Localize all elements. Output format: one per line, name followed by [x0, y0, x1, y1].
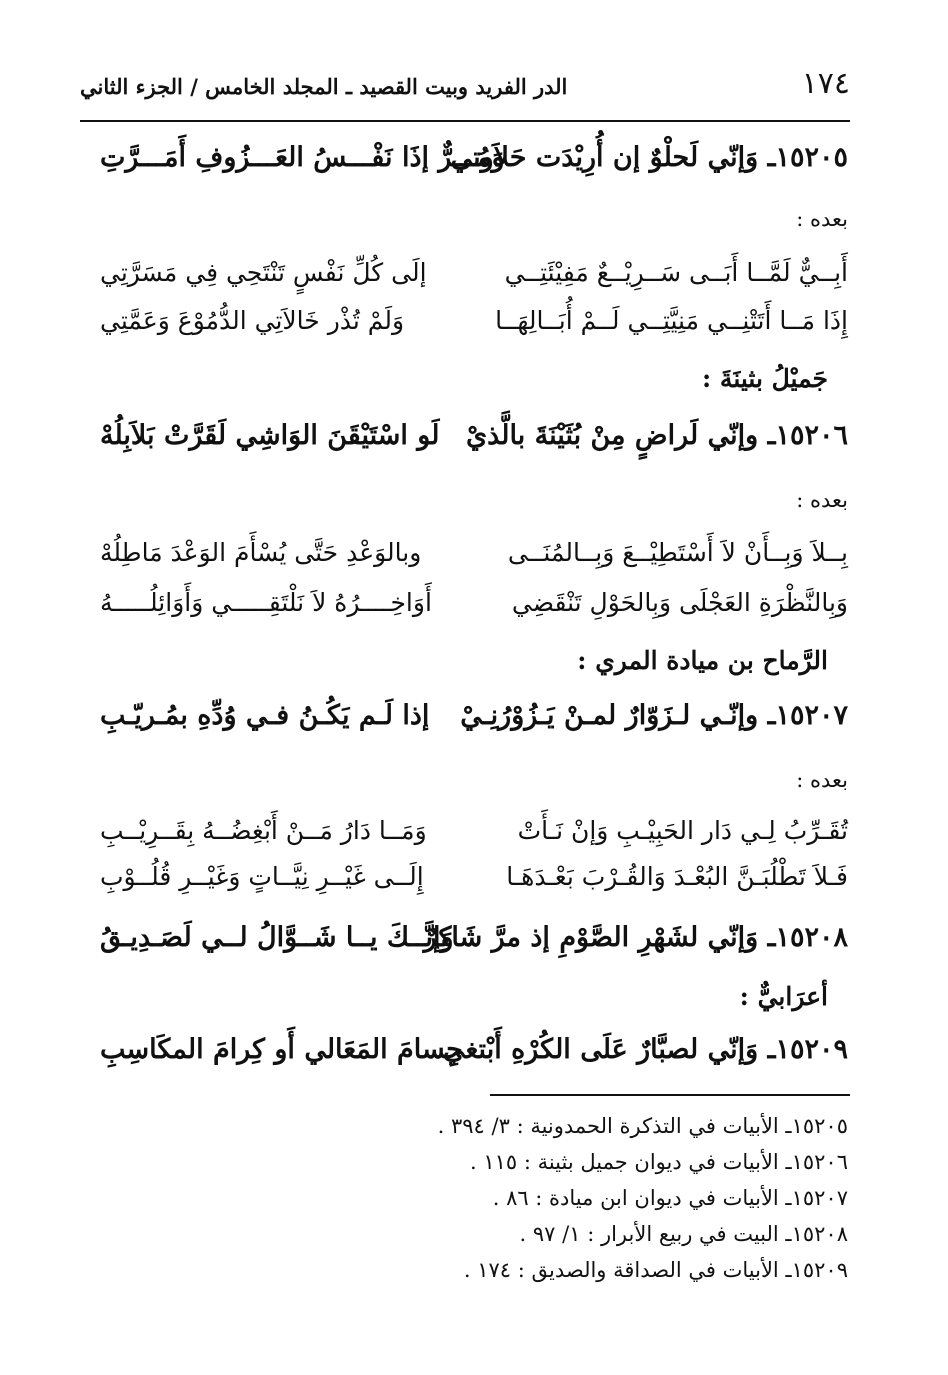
poet-name: الرَّماح بن ميادة المري : [577, 646, 828, 675]
verse-text: وَإنّي لشَهْرِ الصَّوْمِ إذ مرَّ شَاكِرٌ [423, 922, 759, 953]
verse-first-hemistich: بِــلاَ وَبِــأَنْ لاَ أَسْتَطِيْــعَ وَبِــالمُنَــى [507, 538, 848, 567]
verse-second-hemistich: إِلَــى غَيْــرِ نِيَّــاتٍ وَغَيْــرِ قُلُــوْبِ [100, 862, 424, 891]
page-number: ١٧٤ [801, 66, 850, 101]
after-line [100, 816, 848, 866]
header-divider [80, 120, 850, 122]
verse-first-hemistich: أَبِــيٌّ لَمَّــا أَبَــى سَــرِيْــعٌ مَفِيْئَتِــي [504, 258, 848, 287]
verse-first-hemistich: إِذَا مَــا أَتَتْنِــي مَنِيَّتِــي لَــمْ أُبَــالِهَــا [495, 306, 848, 335]
verse-text: وإنّي لَراضٍ مِنْ بُثَيْنَةَ بالَّذيْ [466, 420, 759, 451]
after-line [100, 862, 848, 912]
after-label: بعده : [796, 207, 848, 231]
verse-text: وَإنّي لصبَّارٌ عَلَى الكُرْهِ أَبْتغي [443, 1034, 759, 1065]
footnote: ١٥٢٠٧ـ الأبيات في ديوان ابن ميادة : ٨٦ . [492, 1186, 848, 1210]
verse-number: ١٥٢٠٨ـ [767, 922, 848, 953]
after-label: بعده : [796, 488, 848, 512]
footnote: ١٥٢٠٦ـ الأبيات في ديوان جميل بثينة : ١١٥ . [469, 1150, 848, 1174]
after-line [100, 588, 848, 638]
after-line [100, 538, 848, 588]
verse-second-hemistich: وَمَــا دَارُ مَــنْ أَبْغِضُــهُ بِقَــرِيْــبِ [100, 816, 427, 845]
verse-second-hemistich: وَلَمْ تُذْر خَالاَتِي الدُّمُوْعَ وَعَمَّتِي [100, 306, 405, 335]
running-head: الدر الفريد وبيت القصيد ـ المجلد الخامس / الجزء الثاني [80, 74, 568, 99]
after-label: بعده : [796, 768, 848, 792]
verse-second-hemistich: وبالوَعْدِ حَتَّى يُسْأَمَ الوَعْدَ مَاطِلُهْ [100, 538, 422, 567]
verse-text: وَإنّي لَحلْوٌ إن أُرِيْدَت حَلاَوتي [450, 142, 759, 173]
verse-first-hemistich [443, 1034, 848, 1065]
verse-first-hemistich [460, 700, 848, 731]
verse-number: ١٥٢٠٥ـ [767, 142, 848, 173]
verse-number: ١٥٢٠٦ـ [767, 420, 848, 451]
verse-text: وإنّـي لـزَوّارٌ لمـنْ يَـزُوْرُنِـيْ [460, 700, 759, 731]
verse-second-hemistich: إذا لَـم يَكُـنُ فـي وُدِّهِ بمُـريّـبِ [100, 700, 430, 731]
poet-name: أعرَابيٌّ : [739, 982, 828, 1011]
verse-second-hemistich: جِسامَ المَعَالي أَو كِرامَ المكَاسِبِ [100, 1034, 463, 1065]
verse-second-hemistich: وَمُـــرٌّ إذَا نَفْـــسُ العَـــزُوفِ أَمَـــرَّتِ [100, 142, 505, 173]
poet-name: جَميْلُ بثينَةَ : [701, 364, 828, 393]
verse-first-hemistich [466, 420, 848, 451]
verse-first-hemistich: وَبِالنَّظْرَةِ العَجْلَى وَبِالحَوْلِ تَنْقَضِي [511, 588, 848, 617]
verse-first-hemistich [424, 922, 848, 953]
verse-number: ١٥٢٠٧ـ [767, 700, 848, 731]
footnote-divider [490, 1094, 850, 1096]
after-line [100, 258, 848, 308]
verse-second-hemistich: أَوَاخِــــرُهُ لاَ نَلْتَقِـــــي وَأَوَائِلُـــــهُ [100, 588, 432, 617]
verse-15208 [100, 922, 848, 972]
verse-second-hemistich: وَإنَّــكَ يــا شَــوَّالُ لــي لَصَـدِيـقُ [100, 922, 454, 953]
verse-15207 [100, 700, 848, 750]
verse-first-hemistich: تُقَـرِّبُ لِـي دَار الحَبِيْـبِ وَإنْ نَـأَتْ [517, 816, 848, 845]
after-line [100, 306, 848, 356]
verse-15209 [100, 1034, 848, 1084]
verse-15205 [100, 142, 848, 192]
verse-15206 [100, 420, 848, 470]
footnote: ١٥٢٠٥ـ الأبيات في التذكرة الحمدونية : ٣/ ٣٩٤ . [437, 1114, 848, 1138]
verse-second-hemistich: لَو اسْتَيْقَنَ الوَاشِي لَقَرَّتْ بَلاَبِلُهْ [100, 420, 440, 451]
verse-first-hemistich: فَـلاَ تَطْلُبَـنَّ البُعْـدَ وَالقُـرْبَ بَعْـدَهَـا [506, 862, 848, 891]
verse-number: ١٥٢٠٩ـ [767, 1034, 848, 1065]
footnote: ١٥٢٠٨ـ البيت في ربيع الأبرار : ١/ ٩٧ . [519, 1222, 848, 1246]
verse-first-hemistich [451, 142, 848, 173]
footnote: ١٥٢٠٩ـ الأبيات في الصداقة والصديق : ١٧٤ . [463, 1258, 848, 1282]
verse-second-hemistich: إلَى كُلِّ نَفْسٍ تَنْتَحِي فِي مَسَرَّتِي [100, 258, 427, 287]
